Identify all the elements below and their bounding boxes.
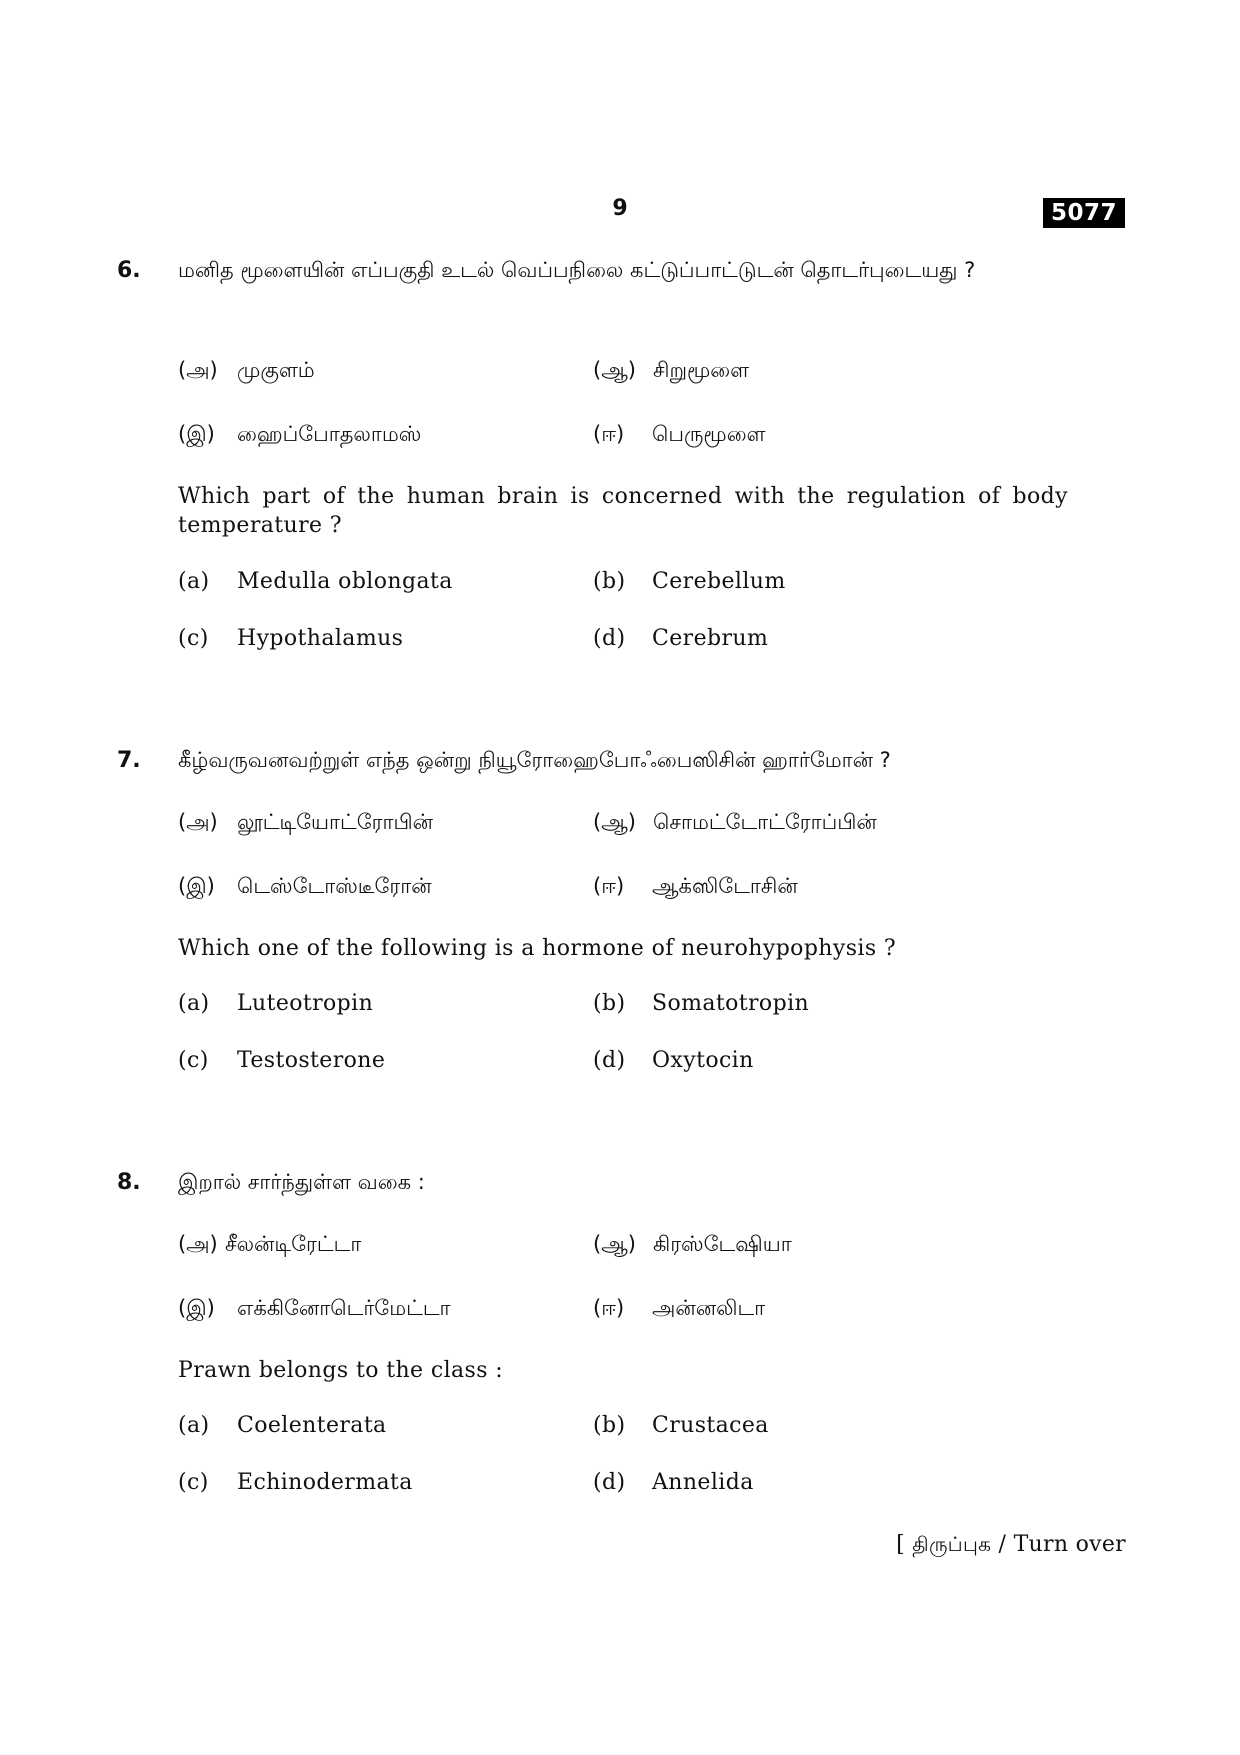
question-number: 7. xyxy=(117,748,141,773)
option-label: (c) xyxy=(178,1470,209,1495)
option-text: சீலன்டிரேட்டா xyxy=(225,1232,362,1256)
option-label: (ஈ) xyxy=(593,1296,625,1320)
option-text: Cerebellum xyxy=(652,569,786,594)
option-text: Cerebrum xyxy=(652,626,769,651)
option-label: (a) xyxy=(178,569,210,594)
option-label: (c) xyxy=(178,1048,209,1073)
page-number: 9 xyxy=(612,196,628,221)
option-text: லூட்டியோட்ரோபின் xyxy=(237,810,433,834)
question-text-english: Which part of the human brain is concerned with the regulation of body temperature ? xyxy=(178,484,1068,538)
option-text: Echinodermata xyxy=(237,1470,413,1495)
question-text-tamil: இறால் சார்ந்துள்ள வகை : xyxy=(178,1170,425,1194)
question-text-tamil: மனித மூளையின் எப்பகுதி உடல் வெப்பநிலை கட்டுப்பாட்டுடன் தொடர்புடையது ? xyxy=(178,258,976,282)
option-text: Medulla oblongata xyxy=(237,569,453,594)
turn-over-bracket: [ xyxy=(896,1532,905,1557)
option-text: Coelenterata xyxy=(237,1413,387,1438)
option-label: (d) xyxy=(593,1048,626,1073)
option-text: Testosterone xyxy=(237,1048,386,1073)
option-text: அன்னலிடா xyxy=(652,1296,766,1320)
option-text: Crustacea xyxy=(652,1413,769,1438)
option-text: டெஸ்டோஸ்டீரோன் xyxy=(237,874,432,898)
option-label: (அ) xyxy=(178,358,218,382)
option-label: (அ) xyxy=(178,810,218,834)
turn-over-note xyxy=(896,1532,1126,1559)
option-text: பெருமூளை xyxy=(652,422,766,446)
option-label: (இ) xyxy=(178,874,215,898)
option-label: (b) xyxy=(593,569,626,594)
option-text: Hypothalamus xyxy=(237,626,404,651)
option-label: (ஈ) xyxy=(593,874,625,898)
option-text: சிறுமூளை xyxy=(653,358,750,382)
option-text: சொமட்டோட்ரோப்பின் xyxy=(653,810,877,834)
option-text: Somatotropin xyxy=(652,991,810,1016)
option-label: (a) xyxy=(178,1413,210,1438)
option-label: (c) xyxy=(178,626,209,651)
option-label: (இ) xyxy=(178,422,215,446)
option-label: (ஆ) xyxy=(593,358,636,382)
option-text: எக்கினோடெர்மேட்டா xyxy=(237,1296,451,1320)
option-text: Luteotropin xyxy=(237,991,374,1016)
question-text-tamil: கீழ்வருவனவற்றுள் எந்த ஒன்று நியூரோஹைபோஃபைஸிசின் ஹார்மோன் ? xyxy=(178,748,891,772)
option-label: (d) xyxy=(593,1470,626,1495)
option-text: ஆக்ஸிடோசின் xyxy=(652,874,798,898)
option-label: (ஆ) xyxy=(593,1232,636,1256)
question-text-english: Which one of the following is a hormone of neurohypophysis ? xyxy=(178,936,897,961)
option-text: முகுளம் xyxy=(237,358,315,382)
option-text: கிரஸ்டேஷியா xyxy=(653,1232,792,1256)
turn-over-separator: / xyxy=(991,1532,1014,1557)
option-text: ஹைப்போதலாமஸ் xyxy=(237,422,422,446)
question-number: 6. xyxy=(117,258,141,283)
option-label: (அ) xyxy=(178,1232,218,1256)
option-text: Annelida xyxy=(652,1470,754,1495)
option-label: (b) xyxy=(593,991,626,1016)
option-text: Oxytocin xyxy=(652,1048,754,1073)
paper-code-badge: 5077 xyxy=(1043,198,1125,228)
option-label: (ஆ) xyxy=(593,810,636,834)
option-label: (d) xyxy=(593,626,626,651)
option-label: (இ) xyxy=(178,1296,215,1320)
turn-over-tamil: திருப்புக xyxy=(912,1532,992,1556)
option-label: (b) xyxy=(593,1413,626,1438)
question-text-english: Prawn belongs to the class : xyxy=(178,1358,504,1383)
turn-over-english: Turn over xyxy=(1013,1532,1126,1557)
option-label: (a) xyxy=(178,991,210,1016)
question-number: 8. xyxy=(117,1170,141,1195)
option-label: (ஈ) xyxy=(593,422,625,446)
